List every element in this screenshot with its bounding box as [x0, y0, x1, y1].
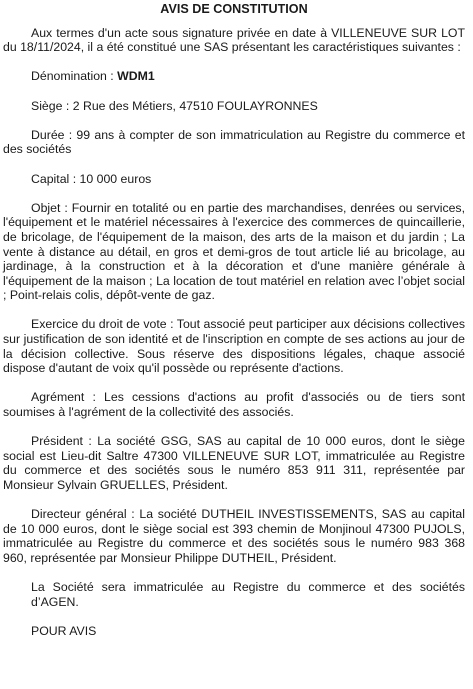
- denomination-label: Dénomination :: [31, 69, 118, 84]
- objet-paragraph: Objet : Fournir en totalité ou en partie des marchandises, denrées ou services, l'équipement et le matériel nécessaires à l'exercice des commerces de quincaillerie, de bricolage, de l'équipement de la maison, des arts de la maison et du jardin ; La vente à distance au détail, en gros et demi-gros de tout article lié au bricolage, au jardinage, à la construction et à la décoration et d'une manière générale à l'équipement de la maison ; La location de tout matériel en relation avec l’objet social ; Point-relais colis, dépôt-vente de gaz.: [3, 200, 465, 303]
- exercice-paragraph: Exercice du droit de vote : Tout associé peut participer aux décisions collectives sur justification de son identité et de l'inscription en compte de ses actions au jour de la décision collective. Sous réserve des dispositions légales, chaque associé dispose d'autant de voix qu'il possède ou représente d'actions.: [3, 317, 465, 376]
- directeur-paragraph: Directeur général : La société DUTHEIL INVESTISSEMENTS, SAS au capital de 10 000 euros, dont le siège social est 393 chemin de Monjinoul 47300 PUJOLS, immatriculée au Registre du commerce et des sociétés sous le numéro 983 368 960, représentée par Monsieur Philippe DUTHEIL, Président.: [3, 507, 465, 565]
- capital-line: Capital : 10 000 euros: [31, 171, 152, 186]
- agrement-paragraph: Agrément : Les cessions d'actions au profit d'associés ou de tiers sont soumises à l'agrément de la collectivité des associés.: [3, 390, 465, 420]
- immatriculation-line: La Société sera immatriculée au Registre du commerce et des sociétés d’AGEN.: [31, 580, 465, 609]
- intro-paragraph: Aux termes d'un acte sous signature privée en date à VILLENEUVE SUR LOT du 18/11/2024, il a été constitué une SAS présentant les caractéristiques suivantes :: [3, 25, 465, 55]
- denomination-value: WDM1: [117, 69, 155, 84]
- notice-title: AVIS DE CONSTITUTION: [160, 2, 308, 16]
- denomination-line: [3, 69, 465, 84]
- siege-line: Siège : 2 Rue des Métiers, 47510 FOULAYRONNES: [31, 98, 318, 113]
- duree-paragraph: Durée : 99 ans à compter de son immatriculation au Registre du commerce et des sociétés: [3, 127, 465, 157]
- president-paragraph: Président : La société GSG, SAS au capital de 10 000 euros, dont le siège social est Lieu-dit Saltre 47300 VILLENEUVE SUR LOT, immatriculée au Registre du commerce et des sociétés sous le numéro 853 911 311, représentée par Monsieur Sylvain GRUELLES, Président.: [3, 434, 465, 492]
- closing-line: POUR AVIS: [31, 623, 97, 638]
